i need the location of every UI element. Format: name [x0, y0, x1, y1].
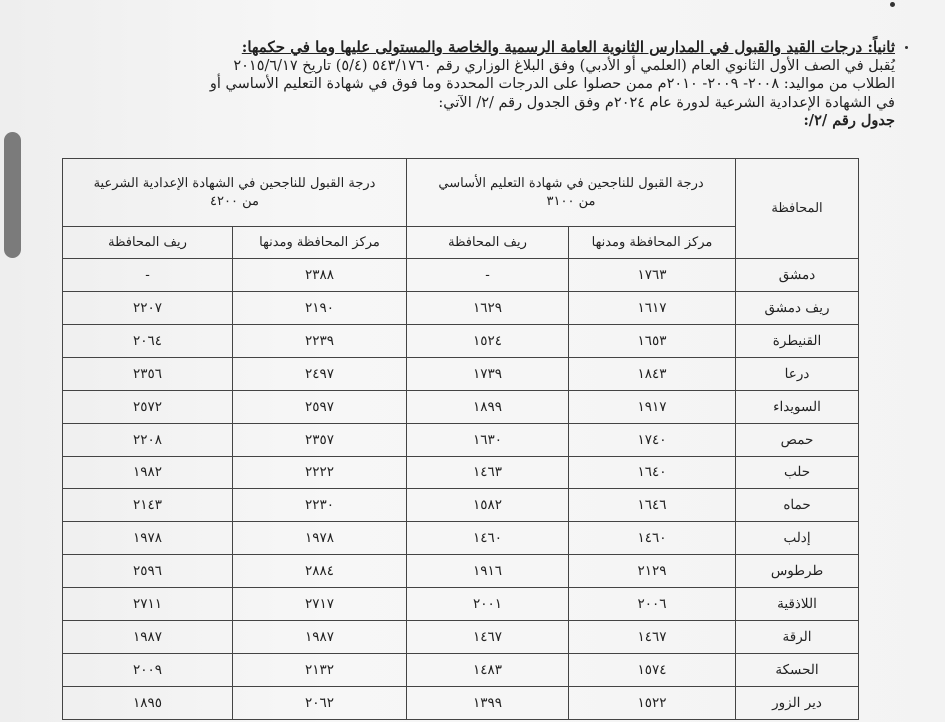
- intro-text: [95, 38, 895, 131]
- sharia-rural-cell: ٢٧١١: [63, 588, 233, 621]
- table-row: [63, 259, 859, 292]
- governorate-cell: اللاذقية: [736, 588, 859, 621]
- table-row: [63, 489, 859, 522]
- intro-line-2: الطلاب من مواليد: ٢٠٠٨- ٢٠٠٩- ٢٠١٠م ممن حصلوا على الدرجات المحددة وما فوق في شهادة التعليم الأساسي أو: [209, 76, 895, 92]
- governorate-cell: القنيطرة: [736, 324, 859, 357]
- governorate-cell: دير الزور: [736, 686, 859, 719]
- basic-center-cell: ١٥٧٤: [569, 654, 736, 687]
- governorate-cell: طرطوس: [736, 555, 859, 588]
- basic-center-cell: ١٦٤٦: [569, 489, 736, 522]
- basic-rural-cell: ١٧٣٩: [407, 357, 569, 390]
- header-sharia-rural: ريف المحافظة: [63, 227, 233, 259]
- header-basic-title: درجة القبول للناجحين في شهادة التعليم الأساسي: [438, 175, 704, 191]
- table-row: [63, 621, 859, 654]
- sharia-rural-cell: ٢٥٩٦: [63, 555, 233, 588]
- basic-center-cell: ١٦٤٠: [569, 456, 736, 489]
- governorate-cell: ريف دمشق: [736, 291, 859, 324]
- sharia-center-cell: ٢١٣٢: [233, 654, 407, 687]
- sharia-rural-cell: -: [63, 259, 233, 292]
- header-sharia-group: [63, 159, 407, 227]
- sharia-center-cell: ٢٣٥٧: [233, 423, 407, 456]
- basic-center-cell: ١٤٦٧: [569, 621, 736, 654]
- table-row: [63, 456, 859, 489]
- basic-center-cell: ١٦١٧: [569, 291, 736, 324]
- basic-rural-cell: ١٤٦٠: [407, 522, 569, 555]
- sharia-center-cell: ٢٠٦٢: [233, 686, 407, 719]
- basic-rural-cell: ٢٠٠١: [407, 588, 569, 621]
- sharia-center-cell: ٢٥٩٧: [233, 390, 407, 423]
- governorate-cell: الرقة: [736, 621, 859, 654]
- basic-rural-cell: ١٦٣٠: [407, 423, 569, 456]
- sharia-rural-cell: ١٨٩٥: [63, 686, 233, 719]
- sharia-center-cell: ٢٢٢٢: [233, 456, 407, 489]
- sharia-rural-cell: ٢١٤٣: [63, 489, 233, 522]
- basic-center-cell: ٢١٢٩: [569, 555, 736, 588]
- table-row: [63, 522, 859, 555]
- sharia-center-cell: ٢٨٨٤: [233, 555, 407, 588]
- table-row: [63, 654, 859, 687]
- section-heading: ثانياً: درجات القيد والقبول في المدارس الثانوية العامة الرسمية والخاصة والمستولى عليها وما في حكمها:: [241, 38, 895, 56]
- governorate-cell: الحسكة: [736, 654, 859, 687]
- table-row: [63, 555, 859, 588]
- sharia-rural-cell: ٢٥٧٢: [63, 390, 233, 423]
- table-row: [63, 423, 859, 456]
- governorate-cell: السويداء: [736, 390, 859, 423]
- basic-rural-cell: ١٤٦٧: [407, 621, 569, 654]
- basic-rural-cell: ١٤٨٣: [407, 654, 569, 687]
- governorate-cell: إدلب: [736, 522, 859, 555]
- basic-center-cell: ١٤٦٠: [569, 522, 736, 555]
- sharia-center-cell: ٢٧١٧: [233, 588, 407, 621]
- table-row: [63, 390, 859, 423]
- table-row: [63, 588, 859, 621]
- basic-rural-cell: ١٣٩٩: [407, 686, 569, 719]
- sharia-rural-cell: ١٩٨٢: [63, 456, 233, 489]
- table-label: جدول رقم /٢/:: [803, 112, 895, 129]
- sharia-rural-cell: ٢٢٠٧: [63, 291, 233, 324]
- scrollbar-thumb[interactable]: [4, 132, 21, 258]
- table-row: [63, 291, 859, 324]
- admission-table: [62, 158, 859, 720]
- table-row: [63, 357, 859, 390]
- basic-center-cell: ١٩١٧: [569, 390, 736, 423]
- sharia-rural-cell: ٢٠٦٤: [63, 324, 233, 357]
- governorate-cell: حمص: [736, 423, 859, 456]
- header-sharia-center: مركز المحافظة ومدنها: [233, 227, 407, 259]
- header-basic-rural: ريف المحافظة: [407, 227, 569, 259]
- sharia-center-cell: ١٩٨٧: [233, 621, 407, 654]
- basic-center-cell: ١٧٤٠: [569, 423, 736, 456]
- sharia-rural-cell: ١٩٨٧: [63, 621, 233, 654]
- sharia-rural-cell: ٢٢٠٨: [63, 423, 233, 456]
- governorate-cell: درعا: [736, 357, 859, 390]
- table-row: [63, 324, 859, 357]
- basic-rural-cell: ١٦٢٩: [407, 291, 569, 324]
- bullet-dot: [905, 46, 908, 49]
- page-dot: [890, 2, 895, 7]
- table-row: [63, 686, 859, 719]
- sharia-center-cell: ٢١٩٠: [233, 291, 407, 324]
- header-basic-max: من ٣١٠٠: [546, 193, 596, 209]
- sharia-center-cell: ١٩٧٨: [233, 522, 407, 555]
- header-basic-center: مركز المحافظة ومدنها: [569, 227, 736, 259]
- sharia-center-cell: ٢٢٣٠: [233, 489, 407, 522]
- basic-center-cell: ١٥٢٢: [569, 686, 736, 719]
- basic-rural-cell: -: [407, 259, 569, 292]
- header-governorate: المحافظة: [736, 159, 859, 259]
- intro-line-1: يُقبل في الصف الأول الثانوي العام (العلمي أو الأدبي) وفق البلاغ الوزاري رقم ٥٤٣/١٧٦٠ (٥/٤) تاريخ ٢٠١٥/٦/١٧: [233, 57, 895, 74]
- sharia-rural-cell: ١٩٧٨: [63, 522, 233, 555]
- basic-rural-cell: ١٥٢٤: [407, 324, 569, 357]
- sharia-center-cell: ٢٤٩٧: [233, 357, 407, 390]
- header-basic-group: [407, 159, 736, 227]
- basic-center-cell: ١٧٦٣: [569, 259, 736, 292]
- intro-line-3: في الشهادة الإعدادية الشرعية لدورة عام ٢٠٢٤م وفق الجدول رقم /٢/ الآتي:: [438, 94, 895, 111]
- header-sharia-title: درجة القبول للناجحين في الشهادة الإعدادية الشرعية: [93, 175, 376, 191]
- basic-center-cell: ١٦٥٣: [569, 324, 736, 357]
- basic-center-cell: ١٨٤٣: [569, 357, 736, 390]
- sharia-center-cell: ٢٢٣٩: [233, 324, 407, 357]
- basic-rural-cell: ١٩١٦: [407, 555, 569, 588]
- basic-rural-cell: ١٤٦٣: [407, 456, 569, 489]
- sharia-rural-cell: ٢٠٠٩: [63, 654, 233, 687]
- governorate-cell: حماه: [736, 489, 859, 522]
- sharia-center-cell: ٢٣٨٨: [233, 259, 407, 292]
- basic-rural-cell: ١٥٨٢: [407, 489, 569, 522]
- sharia-rural-cell: ٢٣٥٦: [63, 357, 233, 390]
- governorate-cell: دمشق: [736, 259, 859, 292]
- header-sharia-max: من ٤٢٠٠: [210, 193, 259, 209]
- governorate-cell: حلب: [736, 456, 859, 489]
- basic-rural-cell: ١٨٩٩: [407, 390, 569, 423]
- basic-center-cell: ٢٠٠٦: [569, 588, 736, 621]
